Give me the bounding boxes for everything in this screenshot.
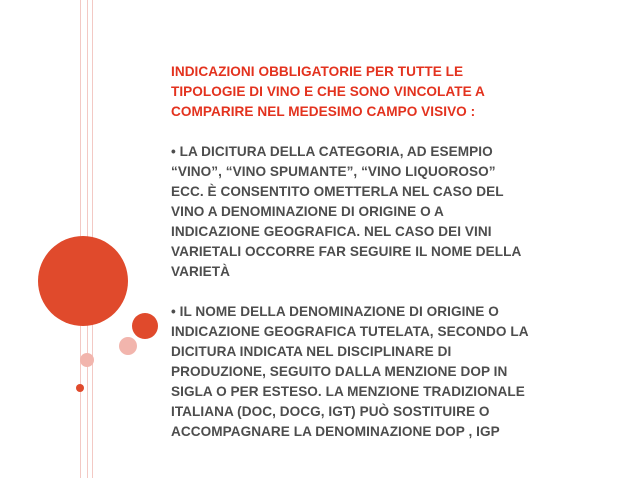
- bullet-line: INDICAZIONE GEOGRAFICA. NEL CASO DEI VINI: [171, 224, 492, 239]
- bullet-line: VARIETALI OCCORRE FAR SEGUIRE IL NOME DELLA: [171, 244, 522, 259]
- decorative-circle-medium: [132, 313, 158, 339]
- bullet-line: ACCOMPAGNARE LA DENOMINAZIONE DOP , IGP: [171, 424, 500, 439]
- bullet-category: [171, 142, 601, 282]
- heading-line: TIPOLOGIE DI VINO E CHE SONO VINCOLATE A: [171, 84, 485, 99]
- bullet-line: • IL NOME DELLA DENOMINAZIONE DI ORIGINE O: [171, 304, 499, 319]
- bullet-line: “VINO”, “VINO SPUMANTE”, “VINO LIQUOROSO”: [171, 164, 496, 179]
- decorative-circle-small: [80, 353, 94, 367]
- bullet-line: • LA DICITURA DELLA CATEGORIA, AD ESEMPIO: [171, 144, 493, 159]
- decorative-circle-tiny: [76, 384, 84, 392]
- heading-line: INDICAZIONI OBBLIGATORIE PER TUTTE LE: [171, 64, 464, 79]
- spacer: [171, 122, 601, 142]
- bullet-denomination: [171, 302, 601, 442]
- bullet-line: VARIETÀ: [171, 264, 231, 279]
- bullet-line: DICITURA INDICATA NEL DISCIPLINARE DI: [171, 344, 452, 359]
- decorative-circle-large: [38, 236, 128, 326]
- bullet-line: INDICAZIONE GEOGRAFICA TUTELATA, SECONDO LA: [171, 324, 529, 339]
- decorative-circle-pink: [119, 337, 137, 355]
- bullet-line: PRODUZIONE, SEGUITO DALLA MENZIONE DOP IN: [171, 364, 508, 379]
- heading-line: COMPARIRE NEL MEDESIMO CAMPO VISIVO :: [171, 104, 476, 119]
- bullet-line: ITALIANA (DOC, DOCG, IGT) PUÒ SOSTITUIRE O: [171, 404, 490, 419]
- bullet-line: ECC. È CONSENTITO OMETTERLA NEL CASO DEL: [171, 184, 504, 199]
- slide-content: [171, 62, 601, 442]
- slide-heading: [171, 62, 601, 122]
- spacer: [171, 282, 601, 302]
- bullet-line: SIGLA O PER ESTESO. LA MENZIONE TRADIZIONALE: [171, 384, 525, 399]
- bullet-line: VINO A DENOMINAZIONE DI ORIGINE O A: [171, 204, 444, 219]
